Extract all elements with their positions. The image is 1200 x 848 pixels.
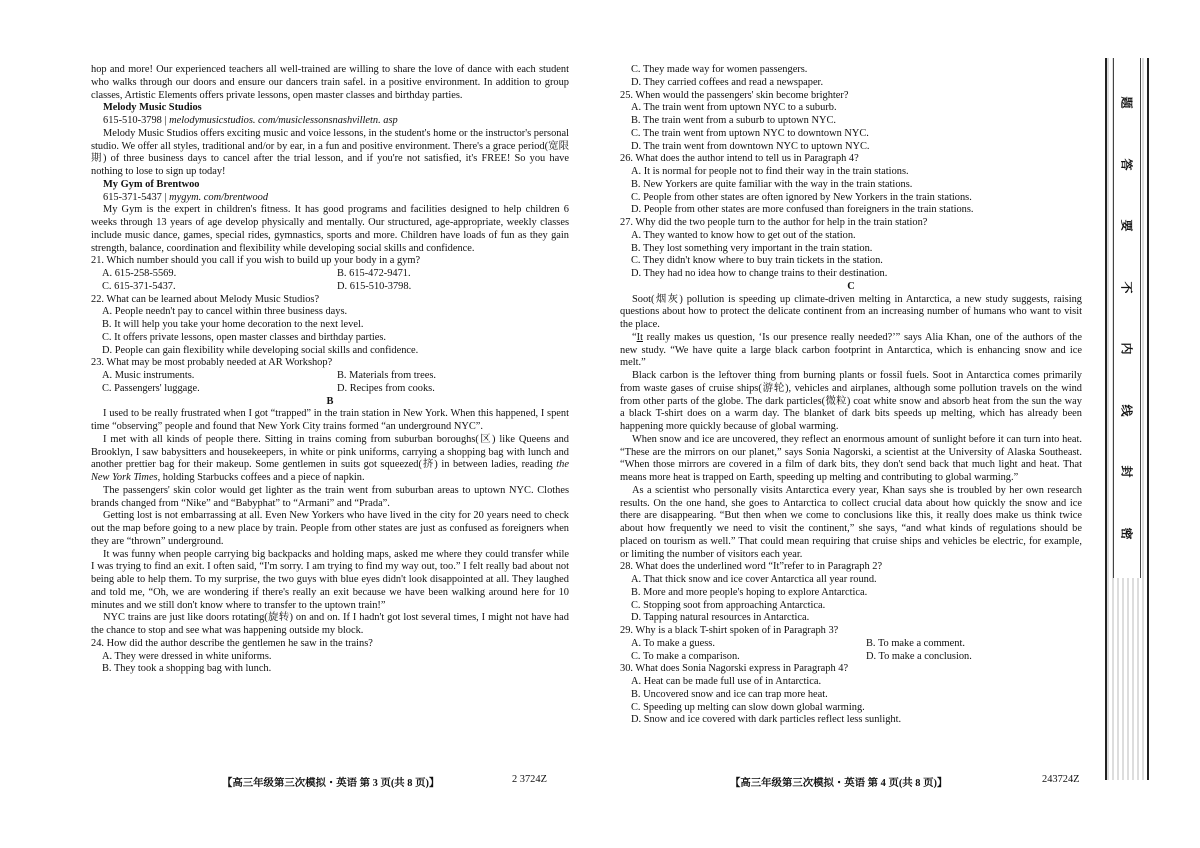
q24-option-c: C. They made way for women passengers. <box>631 64 808 75</box>
q28-option-d: D. Tapping natural resources in Antarctica. <box>631 612 810 624</box>
q29-options-cd <box>631 651 1082 664</box>
gym-text: My Gym is the expert in children's fitness. It has good programs and facilities designed to help children 6 weeks through 13 years of age develop physically and mentally. Our structured, age-appropriate, weekly classes include music dance, games, special rides, gymnastics, sports and more. Children have loads of fun as they gain strength, balance, coordination and flexibility while developing social skills and confidence. <box>91 204 569 254</box>
binding-strip-lower <box>1105 578 1149 780</box>
q22-option-a: A. People needn't pay to cancel within three business days. <box>102 306 348 318</box>
question-27: 27. Why did the two people turn to the author for help in the train station? <box>620 217 928 228</box>
passage-b-paragraph-3: The passengers' skin color would get lighter as the train went from suburban areas to uptown NYC. Clothes brands changed from “Nike” and “Babyphat” to “Armani” and “Prada”. <box>91 484 569 509</box>
q25-option-d: D. The train went from downtown NYC to uptown NYC. <box>631 140 870 152</box>
binding-char-2: 答 <box>1119 158 1134 171</box>
left-page-code: 2 3724Z <box>512 774 547 785</box>
q25-option-b: B. The train went from a suburb to uptown NYC. <box>631 115 836 126</box>
binding-char-6: 线 <box>1119 404 1134 417</box>
q23-option-a: A. Music instruments. <box>102 370 195 381</box>
binding-char-4: 不 <box>1119 281 1134 294</box>
q28-option-b: B. More and more people's hoping to explore Antarctica. <box>631 586 868 598</box>
q23-options-ab <box>102 370 569 383</box>
gym-contact <box>103 192 569 205</box>
binding-strip-labels <box>1113 58 1141 578</box>
q22-option-d: D. People can gain flexibility while developing social skills and confidence. <box>102 344 419 356</box>
question-26: 26. What does the author intend to tell us in Paragraph 4? <box>620 153 859 165</box>
passage-b-paragraph-1: I used to be really frustrated when I got “trapped” in the train station in New York. When this happened, I spent time “observing” people and found that New York City trains formed “an underground NYC”. <box>91 408 569 432</box>
q26-option-d: D. People from other states are more confused than foreigners in the train stations. <box>631 204 974 216</box>
binding-strip <box>1105 58 1149 578</box>
binding-char-7: 封 <box>1119 465 1134 478</box>
melody-phone: 615-510-3798 | <box>103 115 167 126</box>
q29-option-b: B. To make a comment. <box>866 637 965 649</box>
right-page <box>600 0 1100 848</box>
gym-title: My Gym of Brentwoo <box>103 178 200 190</box>
q29-option-d: D. To make a conclusion. <box>866 650 972 662</box>
q26-option-a: A. It is normal for people not to find their way in the train stations. <box>631 166 909 177</box>
question-24: 24. How did the author describe the gentlemen he saw in the trains? <box>91 637 373 649</box>
q30-option-d: D. Snow and ice covered with dark particles reflect less sunlight. <box>631 714 902 726</box>
question-22: 22. What can be learned about Melody Music Studios? <box>91 293 320 305</box>
melody-title: Melody Music Studios <box>103 102 202 114</box>
q27-option-c: C. They didn't know where to buy train tickets in the station. <box>631 255 883 267</box>
question-23: 23. What may be most probably needed at AR Workshop? <box>91 357 333 369</box>
q25-option-a: A. The train went from uptown NYC to a suburb. <box>631 102 837 114</box>
right-page-code: 243724Z <box>1042 774 1080 785</box>
section-c-heading: C <box>847 280 855 292</box>
q23-option-c: C. Passengers' luggage. <box>102 382 200 394</box>
left-column <box>91 64 569 676</box>
melody-text: Melody Music Studios offers exciting music and voice lessons, in the student's home or the instructor's personal studio. We offer all styles, traditional and/or by ear, in a fun and positive environment. There's a grace period(宽限期) of three business days to cancel after the trial lesson, and if you're not satisfied, it's FREE! So you have nothing to lose to sign up today! <box>91 127 569 177</box>
question-29: 29. Why is a black T-shirt spoken of in Paragraph 3? <box>620 625 839 636</box>
q27-option-b: B. They lost something very important in the train station. <box>631 242 873 254</box>
melody-url: melodymusicstudios. com/musiclessonsnashvilletn. asp <box>169 115 398 126</box>
melody-contact <box>103 115 569 128</box>
q23-option-b: B. Materials from trees. <box>337 370 436 381</box>
q24-option-d: D. They carried coffees and read a newspaper. <box>631 76 824 88</box>
b-p2-newspaper-title: the New York Times <box>91 459 569 483</box>
q29-options-ab <box>631 638 1082 651</box>
question-25: 25. When would the passengers' skin become brighter? <box>620 89 849 101</box>
passage-b-paragraph-6: NYC trains are just like doors rotating(旋转) on and on. If I hadn't got lost several times, I might not have had the chance to stop and see what was happening outside my block. <box>91 612 569 636</box>
c-p2-underlined-it: It <box>636 331 643 343</box>
q21-option-c: C. 615-371-5437. <box>102 280 176 292</box>
right-column <box>620 64 1082 727</box>
binding-char-5: 内 <box>1119 342 1134 355</box>
q26-option-c: C. People from other states are often ignored by New Yorkers in the train stations. <box>631 191 972 203</box>
passage-c-paragraph-4: When snow and ice are uncovered, they reflect an enormous amount of sunlight before it can turn into heat. “These are the mirrors on our planet,” says Sonia Nagorski, a scientist at the University of Alaska Southeast. “When those mirrors are covered in a film of dark bits, they don't send back that much light and heat. That means more heat is trapped on Earth, speeding up melting and contributing to global warming.” <box>620 433 1082 483</box>
b-p2-text-pre: I met with all kinds of people there. Sitting in trains coming from suburban boroughs(区) like Queens and Brooklyn, I saw babysitters and housekeepers, in white or pink uniforms, carrying a shopping bag with lunch and another prettier bag for their makeup. Some gentlemen in suits got squeezed(挤) in between ladies, reading <box>91 433 569 471</box>
binding-char-8: 密 <box>1119 527 1134 540</box>
q27-option-a: A. They wanted to know how to get out of the station. <box>631 229 856 241</box>
gym-url: mygym. com/brentwood <box>169 191 269 203</box>
gym-phone: 615-371-5437 | <box>103 191 167 203</box>
q24-option-a: A. They were dressed in white uniforms. <box>102 650 272 662</box>
passage-c-paragraph-1: Soot(烟灰) pollution is speeding up climate-driven melting in Antarctica, a new study suggests, raising questions about how to protect the delicate continent from an increasing number of humans who want to visit the place. <box>620 293 1082 330</box>
q23-options-cd <box>102 383 569 396</box>
left-page-footer: 【高三年级第三次模拟・英语 第 3 页(共 8 页)】 <box>222 778 440 789</box>
section-b-heading: B <box>326 395 334 407</box>
q26-option-b: B. New Yorkers are quite familiar with the way in the train stations. <box>631 178 913 190</box>
binding-char-3: 要 <box>1119 219 1134 232</box>
passage-c-paragraph-5: As a scientist who personally visits Antarctica every year, Khan says she is troubled by her own research results. On the one hand, she goes to Antarctica to collect crucial data about how quickly the snow and ice there are disappearing. “But then when we come to conclusions like this, it really does make us think twice about how frequently we need to visit the continent,” she says, “and what kinds of regulations should be placed on tourism as well.” That could mean requiring that cruise ships and vehicles be electric, for example, or limiting the number of visitors each year. <box>620 484 1082 560</box>
q21-option-b: B. 615-472-9471. <box>337 268 411 279</box>
q28-option-a: A. That thick snow and ice cover Antarctica all year round. <box>631 574 877 585</box>
c-p2-text: really makes us question, ‘Is our presence really needed?’” says Alia Khan, one of the authors of the new study. “We have quite a large black carbon footprint in Antarctica, which is enhancing snow and ice melt.” <box>620 331 1082 369</box>
q21-options-ab <box>102 268 569 281</box>
question-28: 28. What does the underlined word “It”refer to in Paragraph 2? <box>620 561 883 573</box>
question-21: 21. Which number should you call if you wish to build up your body in a gym? <box>91 255 421 267</box>
q21-options-cd <box>102 281 569 294</box>
q28-option-c: C. Stopping soot from approaching Antarctica. <box>631 599 826 611</box>
q30-option-a: A. Heat can be made full use of in Antarctica. <box>631 676 822 687</box>
q22-option-b: B. It will help you take your home decoration to the next level. <box>102 319 364 330</box>
binding-char-1: 题 <box>1119 96 1134 109</box>
q25-option-c: C. The train went from uptown NYC to downtown NYC. <box>631 127 869 139</box>
passage-b-paragraph-4: Getting lost is not embarrassing at all. Even New Yorkers who have lived in the city for 20 years need to check out the map before going to a new place by train. People from other states are just as confused as foreigners when they are “thrown” underground. <box>91 510 569 547</box>
q21-option-d: D. 615-510-3798. <box>337 280 412 292</box>
passage-b-paragraph-5: It was funny when people carrying big backpacks and holding maps, asked me where they could transfer while I was trying to find an exit. I often said, “I'm sorry. I am trying to find my way out, too.” I felt really bad about not being able to help them. To my surprise, the two guys with blue eyes didn't look disappointed at all. They laughed and told me, “Oh, we are wondering if there's really an exit because we have been walking around here for 10 minutes and we still don't know where to transfer to the uptown train!” <box>91 548 569 611</box>
passage-b-paragraph-2 <box>91 434 569 485</box>
c-p2-open-quote: “ <box>632 331 637 343</box>
q23-option-d: D. Recipes from cooks. <box>337 382 435 394</box>
q30-option-c: C. Speeding up melting can slow down global warming. <box>631 701 865 713</box>
passage-c-paragraph-3: Black carbon is the leftover thing from burning plants or fossil fuels. Soot in Antarctica comes primarily from waste gases of cruise ships(游轮), vehicles and airplanes, although some pollution travels on the wind from other parts of the globe. The dark particles(微粒) coat white snow and absorb heat from the sun the way a black T-shirt does on a warm day. The blanket of dark bits speeds up melting, which has already been happening more quickly because of global warming. <box>620 370 1082 432</box>
right-page-footer: 【高三年级第三次模拟・英语 第 4 页(共 8 页)】 <box>730 778 948 789</box>
q22-option-c: C. It offers private lessons, open master classes and birthday parties. <box>102 331 387 343</box>
q24-option-b: B. They took a shopping bag with lunch. <box>102 663 272 675</box>
passage-c-paragraph-2 <box>620 332 1082 370</box>
q21-option-a: A. 615-258-5569. <box>102 268 177 279</box>
q30-option-b: B. Uncovered snow and ice can trap more heat. <box>631 688 828 700</box>
intro-continuation: hop and more! Our experienced teachers all well-trained are willing to share the love of dance with each student who walks through our doors and ensure our dancers train safel. in a positive environment. In addition to group classes, Artistic Elements offers private lessons, open master classes and birthday parties. <box>91 64 569 101</box>
q27-option-d: D. They had no idea how to change trains to their destination. <box>631 268 888 279</box>
q29-option-c: C. To make a comparison. <box>631 650 740 662</box>
b-p2-text-post: , holding Starbucks coffees and a piece of napkin. <box>157 472 365 483</box>
q29-option-a: A. To make a guess. <box>631 637 715 649</box>
question-30: 30. What does Sonia Nagorski express in Paragraph 4? <box>620 663 849 675</box>
